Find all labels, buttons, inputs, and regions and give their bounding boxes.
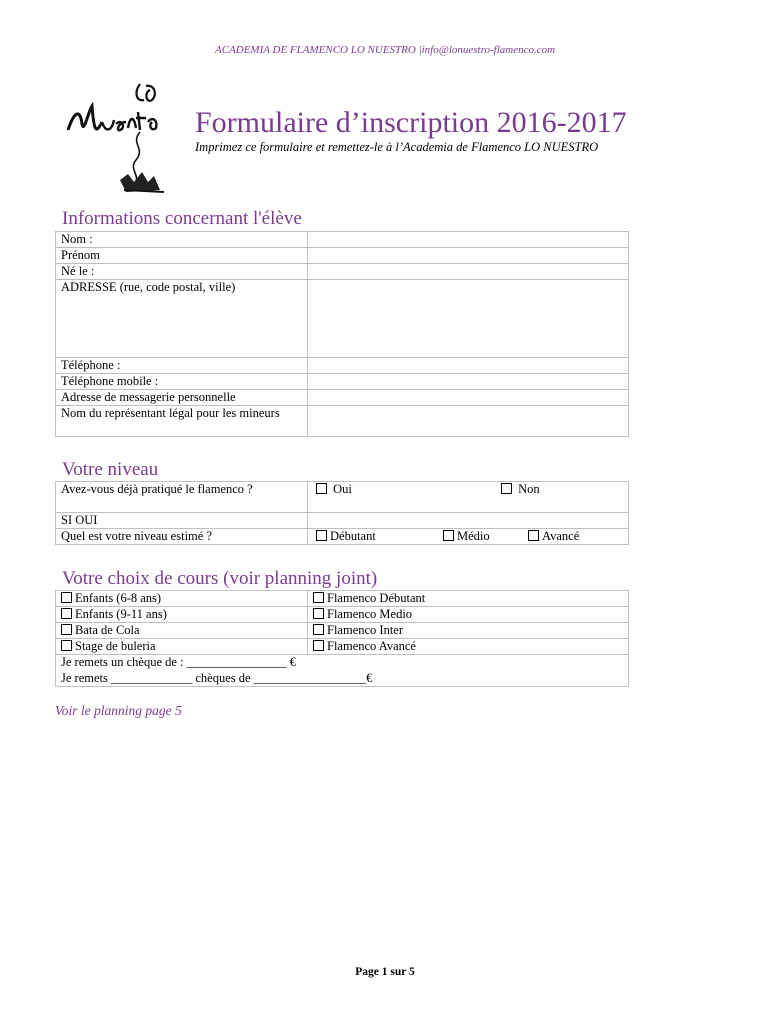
page-number: Page 1 sur 5	[355, 966, 415, 978]
payment-cheque: Je remets un chèque de : ________________ €	[61, 655, 297, 669]
label-representant: Nom du représentant légal pour les mineurs	[56, 406, 308, 437]
label-nom: Nom :	[56, 232, 308, 248]
field-representant[interactable]	[308, 406, 629, 437]
label-deja-pratique: Avez-vous déjà pratiqué le flamenco ?	[56, 482, 308, 513]
option-flamenco-debutant[interactable]: Flamenco Débutant	[308, 591, 629, 607]
option-bata-de-cola[interactable]: Bata de Cola	[56, 623, 308, 639]
label-email: Adresse de messagerie personnelle	[56, 390, 308, 406]
option-medio[interactable]: Médio	[443, 529, 490, 544]
section-heading-niveau: Votre niveau	[62, 459, 159, 480]
checkbox-stage-buleria[interactable]	[61, 640, 72, 651]
option-debutant[interactable]: Débutant	[316, 529, 376, 544]
niveau-table	[55, 481, 629, 545]
page-title: Formulaire d’inscription 2016-2017	[195, 106, 627, 139]
page-header: ACADEMIA DE FLAMENCO LO NUESTRO |info@lonuestro-flamenco.com	[214, 44, 556, 56]
checkbox-medio[interactable]	[443, 530, 454, 541]
checkbox-non[interactable]	[501, 483, 512, 494]
field-telephone[interactable]	[308, 358, 629, 374]
label-ne-le: Né le :	[56, 264, 308, 280]
label-niveau-estime: Quel est votre niveau estimé ?	[56, 529, 308, 545]
page-subtitle: Imprimez ce formulaire et remettez-le à l’Academia de Flamenco LO NUESTRO	[195, 140, 599, 154]
option-flamenco-medio[interactable]: Flamenco Medio	[308, 607, 629, 623]
field-nom[interactable]	[308, 232, 629, 248]
option-stage-buleria[interactable]: Stage de buleria	[56, 639, 308, 655]
checkbox-bata-de-cola[interactable]	[61, 624, 72, 635]
label-telephone: Téléphone :	[56, 358, 308, 374]
field-email[interactable]	[308, 390, 629, 406]
checkbox-oui[interactable]	[316, 483, 327, 494]
field-adresse[interactable]	[308, 280, 629, 358]
checkbox-flamenco-debutant[interactable]	[313, 592, 324, 603]
option-flamenco-inter[interactable]: Flamenco Inter	[308, 623, 629, 639]
option-enfants-9-11[interactable]: Enfants (9-11 ans)	[56, 607, 308, 623]
student-info-table	[55, 231, 629, 437]
cours-table	[55, 590, 629, 687]
label-telephone-mobile: Téléphone mobile :	[56, 374, 308, 390]
planning-note: Voir le planning page 5	[55, 703, 182, 718]
option-non[interactable]: Non	[501, 482, 540, 497]
checkbox-enfants-6-8[interactable]	[61, 592, 72, 603]
checkbox-enfants-9-11[interactable]	[61, 608, 72, 619]
label-adresse: ADRESSE (rue, code postal, ville)	[56, 280, 308, 358]
option-oui[interactable]: Oui	[316, 482, 352, 497]
label-prenom: Prénom	[56, 248, 308, 264]
label-si-oui: SI OUI	[56, 513, 308, 529]
section-heading-cours: Votre choix de cours (voir planning joint)	[62, 568, 378, 589]
option-flamenco-avance[interactable]: Flamenco Avancé	[308, 639, 629, 655]
field-prenom[interactable]	[308, 248, 629, 264]
payment-cheques: Je remets _____________ chèques de __________________€	[61, 670, 373, 685]
checkbox-flamenco-avance[interactable]	[313, 640, 324, 651]
field-telephone-mobile[interactable]	[308, 374, 629, 390]
option-enfants-6-8[interactable]: Enfants (6-8 ans)	[56, 591, 308, 607]
checkbox-avance[interactable]	[528, 530, 539, 541]
section-heading-student: Informations concernant l'élève	[62, 208, 302, 229]
checkbox-flamenco-inter[interactable]	[313, 624, 324, 635]
field-ne-le[interactable]	[308, 264, 629, 280]
option-avance[interactable]: Avancé	[528, 529, 579, 544]
checkbox-flamenco-medio[interactable]	[313, 608, 324, 619]
lo-nuestro-logo	[60, 72, 180, 202]
checkbox-debutant[interactable]	[316, 530, 327, 541]
